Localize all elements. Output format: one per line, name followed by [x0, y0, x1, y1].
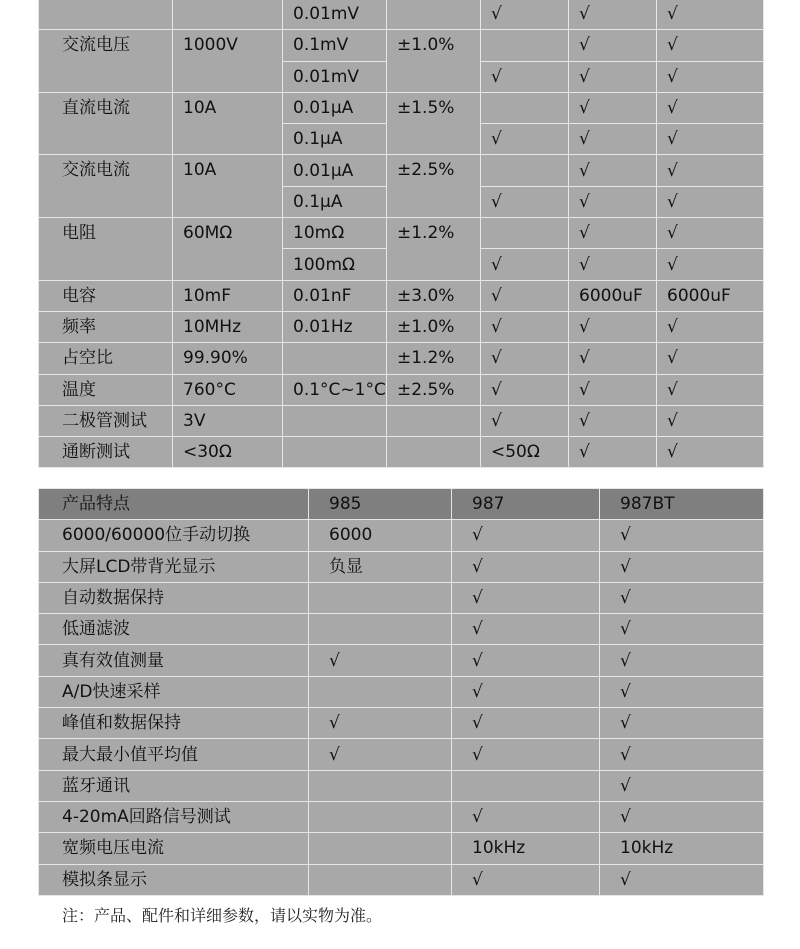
check-mark	[481, 92, 569, 123]
table-row	[39, 218, 764, 249]
resolution: 0.1μA	[283, 186, 387, 217]
check-mark: √	[600, 801, 764, 832]
resolution: 0.01μA	[283, 155, 387, 186]
check-mark: √	[600, 582, 764, 613]
table-row	[39, 280, 764, 311]
resolution: 0.1mV	[283, 30, 387, 61]
check-mark: √	[600, 614, 764, 645]
table-cell	[387, 0, 481, 30]
check-mark: √	[600, 864, 764, 895]
footnote: 注：产品、配件和详细参数，请以实物为准。	[62, 906, 383, 925]
table-cell: 负显	[309, 551, 452, 582]
check-mark: √	[600, 551, 764, 582]
check-mark: √	[657, 30, 764, 61]
check-mark: √	[481, 405, 569, 436]
check-mark: √	[569, 343, 657, 374]
resolution: 100mΩ	[283, 249, 387, 280]
measure-range: 10A	[173, 92, 283, 155]
table-row	[39, 739, 764, 770]
table-cell	[173, 0, 283, 30]
table-cell	[39, 0, 173, 30]
measure-name: 占空比	[39, 343, 173, 374]
resolution: 0.01mV	[283, 61, 387, 92]
check-mark: √	[657, 437, 764, 468]
measure-range: 60MΩ	[173, 218, 283, 281]
table-row	[39, 708, 764, 739]
check-mark: √	[481, 249, 569, 280]
table-cell: 0.01mV	[283, 0, 387, 30]
measure-range: 760°C	[173, 374, 283, 405]
check-mark: √	[657, 311, 764, 342]
feature-name: 最大最小值平均值	[39, 739, 309, 770]
table-row	[39, 374, 764, 405]
table-cell: 10kHz	[600, 833, 764, 864]
check-mark: √	[657, 61, 764, 92]
table-cell	[452, 770, 600, 801]
feature-name: 自动数据保持	[39, 582, 309, 613]
resolution	[283, 343, 387, 374]
feature-name: A/D快速采样	[39, 676, 309, 707]
measure-name: 温度	[39, 374, 173, 405]
check-mark: √	[452, 582, 600, 613]
check-mark: √	[452, 801, 600, 832]
accuracy	[387, 405, 481, 436]
measure-range: 10MHz	[173, 311, 283, 342]
measure-range: 99.90%	[173, 343, 283, 374]
column-header: 985	[309, 489, 452, 520]
accuracy: ±1.2%	[387, 343, 481, 374]
table-cell	[309, 864, 452, 895]
table-cell	[309, 801, 452, 832]
check-mark: √	[452, 520, 600, 551]
table-row	[39, 614, 764, 645]
check-mark: √	[481, 186, 569, 217]
accuracy	[387, 437, 481, 468]
accuracy: ±3.0%	[387, 280, 481, 311]
table-row	[39, 155, 764, 186]
check-mark: √	[600, 520, 764, 551]
accuracy: ±2.5%	[387, 155, 481, 218]
check-mark: √	[569, 61, 657, 92]
check-mark: √	[657, 155, 764, 186]
check-mark: √	[481, 343, 569, 374]
feature-table	[38, 488, 764, 896]
table-row	[39, 30, 764, 61]
check-mark: √	[657, 218, 764, 249]
check-mark: √	[481, 61, 569, 92]
check-mark: √	[452, 645, 600, 676]
feature-name: 4-20mA回路信号测试	[39, 801, 309, 832]
table-row	[39, 343, 764, 374]
table-row	[39, 833, 764, 864]
check-mark	[481, 30, 569, 61]
feature-name: 6000/60000位手动切换	[39, 520, 309, 551]
check-mark: √	[569, 405, 657, 436]
feature-name: 真有效值测量	[39, 645, 309, 676]
column-header: 产品特点	[39, 489, 309, 520]
resolution	[283, 437, 387, 468]
table-cell: 10kHz	[452, 833, 600, 864]
check-mark: √	[481, 280, 569, 311]
table-row	[39, 92, 764, 123]
table-row	[39, 582, 764, 613]
feature-name: 大屏LCD带背光显示	[39, 551, 309, 582]
feature-name: 模拟条显示	[39, 864, 309, 895]
check-mark: √	[569, 124, 657, 155]
check-mark: √	[481, 124, 569, 155]
measure-range: 3V	[173, 405, 283, 436]
table-cell	[309, 582, 452, 613]
check-mark: √	[452, 708, 600, 739]
measure-name: 频率	[39, 311, 173, 342]
check-mark: √	[657, 186, 764, 217]
table-row	[39, 551, 764, 582]
check-mark	[481, 155, 569, 186]
table-row	[39, 311, 764, 342]
table-cell	[309, 676, 452, 707]
measure-name: 交流电流	[39, 155, 173, 218]
spec-table	[38, 0, 764, 468]
resolution: 0.01Hz	[283, 311, 387, 342]
accuracy: ±1.0%	[387, 311, 481, 342]
column-header: 987	[452, 489, 600, 520]
table-cell: 6000	[309, 520, 452, 551]
measure-range: <30Ω	[173, 437, 283, 468]
resolution: 10mΩ	[283, 218, 387, 249]
accuracy: ±1.0%	[387, 30, 481, 93]
check-mark: √	[600, 770, 764, 801]
check-mark: √	[569, 30, 657, 61]
table-row	[39, 437, 764, 468]
check-mark: √	[452, 739, 600, 770]
check-mark: √	[569, 155, 657, 186]
check-mark: √	[481, 0, 569, 30]
check-mark: √	[600, 708, 764, 739]
table-row	[39, 676, 764, 707]
check-mark: √	[569, 92, 657, 123]
check-mark: √	[569, 311, 657, 342]
accuracy: ±2.5%	[387, 374, 481, 405]
table-cell	[309, 770, 452, 801]
table-row	[39, 770, 764, 801]
resolution: 0.1°C~1°C	[283, 374, 387, 405]
resolution	[283, 405, 387, 436]
table-cell: 6000uF	[657, 280, 764, 311]
accuracy: ±1.2%	[387, 218, 481, 281]
table-row	[39, 0, 764, 30]
check-mark: √	[657, 124, 764, 155]
check-mark: √	[569, 374, 657, 405]
check-mark: √	[657, 0, 764, 30]
measure-name: 直流电流	[39, 92, 173, 155]
check-mark: √	[600, 645, 764, 676]
resolution: 0.01μA	[283, 92, 387, 123]
table-row	[39, 864, 764, 895]
check-mark: √	[569, 249, 657, 280]
check-mark: √	[569, 0, 657, 30]
measure-name: 二极管测试	[39, 405, 173, 436]
check-mark: √	[309, 708, 452, 739]
check-mark: √	[452, 676, 600, 707]
resolution: 0.1μA	[283, 124, 387, 155]
table-cell	[309, 833, 452, 864]
check-mark: √	[452, 864, 600, 895]
check-mark: √	[657, 343, 764, 374]
feature-name: 蓝牙通讯	[39, 770, 309, 801]
check-mark: √	[657, 374, 764, 405]
feature-name: 峰值和数据保持	[39, 708, 309, 739]
measure-name: 电容	[39, 280, 173, 311]
measure-range: 1000V	[173, 30, 283, 93]
check-mark: √	[600, 739, 764, 770]
check-mark: √	[309, 645, 452, 676]
check-mark: √	[657, 249, 764, 280]
table-cell: <50Ω	[481, 437, 569, 468]
table-header-row	[39, 489, 764, 520]
check-mark: √	[452, 551, 600, 582]
check-mark: √	[600, 676, 764, 707]
table-cell: 6000uF	[569, 280, 657, 311]
check-mark: √	[481, 374, 569, 405]
measure-name: 通断测试	[39, 437, 173, 468]
table-cell	[309, 614, 452, 645]
resolution: 0.01nF	[283, 280, 387, 311]
measure-name: 电阻	[39, 218, 173, 281]
table-row	[39, 645, 764, 676]
feature-name: 宽频电压电流	[39, 833, 309, 864]
check-mark: √	[569, 218, 657, 249]
check-mark: √	[309, 739, 452, 770]
check-mark: √	[452, 614, 600, 645]
check-mark: √	[657, 405, 764, 436]
check-mark: √	[657, 92, 764, 123]
measure-range: 10mF	[173, 280, 283, 311]
table-row	[39, 801, 764, 832]
check-mark: √	[569, 437, 657, 468]
column-header: 987BT	[600, 489, 764, 520]
feature-name: 低通滤波	[39, 614, 309, 645]
check-mark	[481, 218, 569, 249]
check-mark: √	[569, 186, 657, 217]
measure-range: 10A	[173, 155, 283, 218]
table-row	[39, 405, 764, 436]
check-mark: √	[481, 311, 569, 342]
accuracy: ±1.5%	[387, 92, 481, 155]
table-row	[39, 520, 764, 551]
measure-name: 交流电压	[39, 30, 173, 93]
